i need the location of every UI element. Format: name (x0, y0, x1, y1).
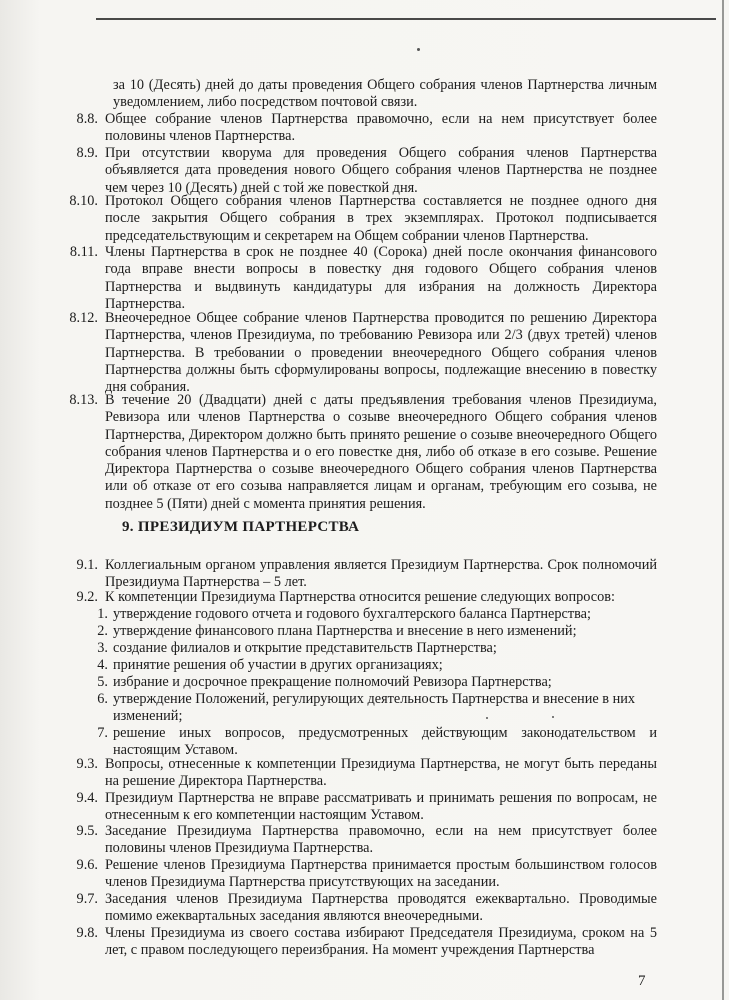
list-item-text: утверждение Положений, регулирующих деятельность Партнерства и внесение в них изменений; (113, 691, 636, 725)
paragraph-text: Внеочередное Общее собрание членов Партнерства проводится по решению Директора Партнерства, членов Президиума, по требованию Ревизора или 2/3 (двух третей) членов Партнерства. В требовании о проведении внеочередного Общего собрания членов Партнерства должны быть сформулированы вопросы, подлежащие внесению в повестку дня собрания. (105, 310, 657, 396)
scan-speck (417, 48, 420, 51)
paragraph-number: 9.4. (76, 790, 98, 806)
paragraph-text: Решение членов Президиума Партнерства принимается простым большинством голосов членов Президиума Партнерства присутствующих на заседании. (105, 857, 657, 891)
paragraph-number: 8.10. (69, 193, 98, 209)
paragraph-text: При отсутствии кворума для проведения Общего собрания членов Партнерства объявляется дата проведения нового Общего собрания членов Партнерства не позднее чем через 10 (Десять) дней с той же повесткой дня. (105, 145, 657, 196)
paragraph-number: 9.8. (76, 925, 98, 941)
list-item-number: 4. (97, 657, 108, 673)
paragraph-number: 9.6. (76, 857, 98, 873)
paragraph-text: Члены Партнерства в срок не позднее 40 (Сорока) дней после окончания финансового года вправе внести вопросы в повестку дня годового Общего собрания членов Партнерства и выдвинуть кандидатуры для избрания на должность Директора Партнерства. (105, 244, 657, 312)
paragraph-number: 8.8. (76, 111, 98, 127)
section-9-heading: 9. ПРЕЗИДИУМ ПАРТНЕРСТВА (122, 519, 360, 535)
list-item-number: 6. (97, 691, 108, 707)
paragraph-text: Заседание Президиума Партнерства правомочно, если на нем присутствует более половины членов Президиума Партнерства. (105, 823, 657, 857)
list-item-number: 2. (97, 623, 108, 639)
page-number: 7 (638, 973, 646, 989)
paragraph-number: 9.1. (76, 557, 98, 573)
paragraph-text: Протокол Общего собрания членов Партнерства составляется не позднее одного дня после закрытия Общего собрания в трех экземплярах. Протокол подписывается председательствующим и секретарем на Общем собрании членов Партнерства. (105, 193, 657, 244)
paragraph-text: Вопросы, отнесенные к компетенции Президиума Партнерства, не могут быть переданы на решение Директора Партнерства. (105, 756, 657, 790)
list-item-text: утверждение годового отчета и годового бухгалтерского баланса Партнерства; (113, 606, 591, 622)
paragraph-text: Коллегиальным органом управления является Президиум Партнерства. Срок полномочий Президиума Партнерства – 5 лет. (105, 557, 657, 591)
paragraph-number: 8.9. (76, 145, 98, 161)
list-item-number: 7. (97, 725, 108, 741)
list-item-text: утверждение финансового плана Партнерства и внесение в него изменений; (113, 623, 577, 639)
list-item-text: создание филиалов и открытие представительств Партнерства; (113, 640, 497, 656)
paragraph-text: Президиум Партнерства не вправе рассматривать и принимать решения по вопросам, не отнесенным к его компетенции настоящим Уставом. (105, 790, 657, 824)
scan-top-edge-line (96, 18, 716, 20)
paragraph-number: 9.3. (76, 756, 98, 772)
paragraph-text: В течение 20 (Двадцати) дней с даты предъявления требования членов Президиума, Ревизора или членов Партнерства о созыве внеочередного Общего собрания членов Партнерства, Директором должно быть принято решение о созыве внеочередного Общего собрания членов Партнерства и о его повестке дня, либо об отказе в его созыве. Решение Директора Партнерства о созыве внеочередного Общего собрания членов Партнерства или об отказе от его созыва направляется лицам и органам, требующим его созыва, не позднее 5 (Пяти) дней с момента принятия решения. (105, 392, 657, 512)
paragraph-text: Члены Президиума из своего состава избирают Председателя Президиума, сроком на 5 лет, с правом последующего переизбрания. На момент учреждения Партнерства (105, 925, 657, 959)
paragraph-number: 8.11. (69, 244, 98, 260)
paragraph-text: Общее собрание членов Партнерства правомочно, если на нем присутствует более половины членов Партнерства. (105, 111, 657, 145)
paragraph-text: за 10 (Десять) дней до даты проведения Общего собрания членов Партнерства личным уведомлением, либо посредством почтовой связи. (113, 77, 657, 111)
paragraph-number: 9.7. (76, 891, 98, 907)
paragraph-number: 8.13. (69, 392, 98, 408)
list-item-text: решение иных вопросов, предусмотренных действующим законодательством и настоящим Уставом. (113, 725, 657, 759)
list-item-text: избрание и досрочное прекращение полномочий Ревизора Партнерства; (113, 674, 552, 690)
paragraph-text: Заседания членов Президиума Партнерства проводятся ежеквартально. Проводимые помимо ежеквартальных заседания являются внеочередными. (105, 891, 657, 925)
paragraph-number: 9.5. (76, 823, 98, 839)
scan-right-edge-line (722, 0, 724, 1000)
list-item-number: 5. (97, 674, 108, 690)
paragraph-text: К компетенции Президиума Партнерства относится решение следующих вопросов: (105, 589, 615, 605)
list-item-text: принятие решения об участии в других организациях; (113, 657, 443, 673)
paragraph-number: 8.12. (69, 310, 98, 326)
list-item-number: 1. (97, 606, 108, 622)
list-item-number: 3. (97, 640, 108, 656)
paragraph-number: 9.2. (76, 589, 98, 605)
